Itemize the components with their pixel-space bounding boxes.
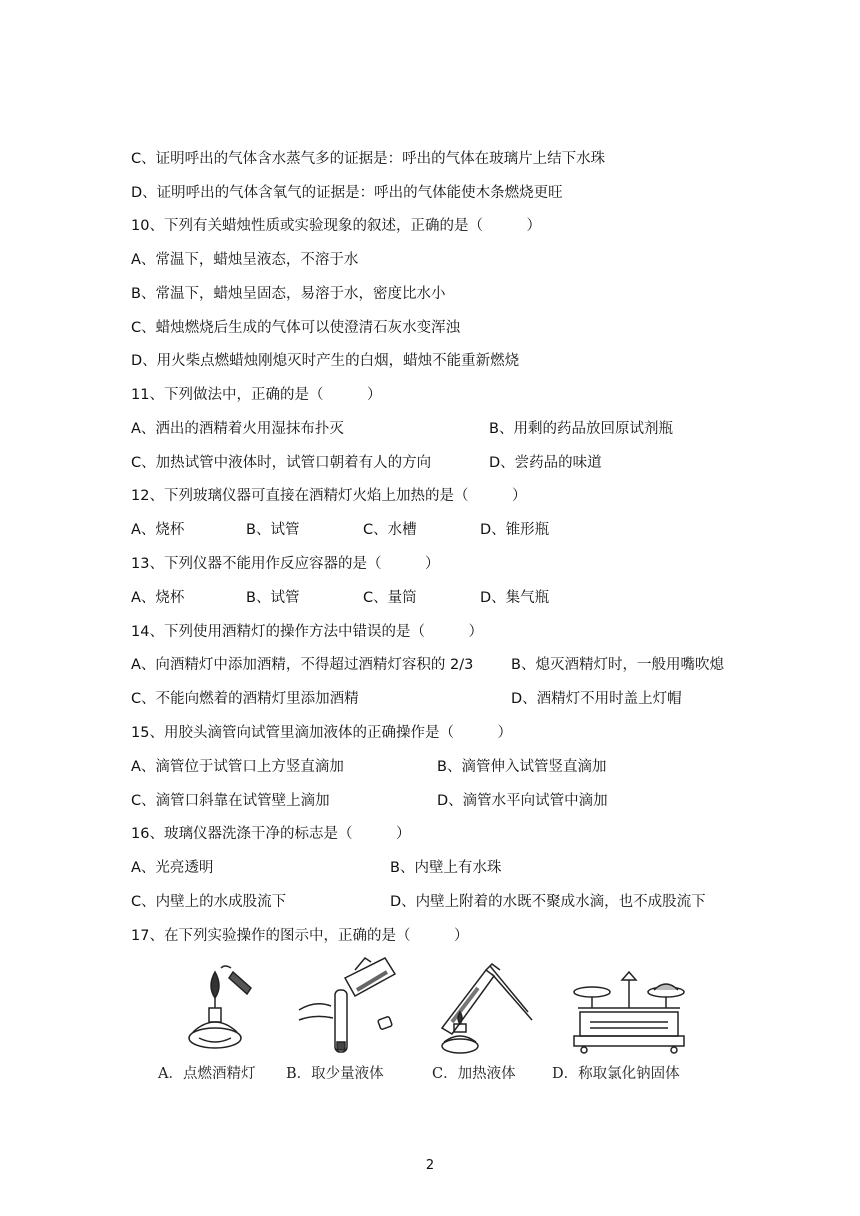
q10-option-c: C、蜡烛燃烧后生成的气体可以使澄清石灰水变浑浊	[131, 320, 461, 336]
q14-option-b: B、熄灭酒精灯时，一般用嘴吹熄	[511, 657, 724, 673]
q13-option-a: A、烧杯	[131, 590, 185, 606]
q16-option-b: B、内壁上有水珠	[390, 860, 502, 876]
experiment-figures	[150, 950, 710, 1090]
q15-options-cd	[131, 792, 731, 810]
q16-options-ab	[131, 859, 731, 877]
q12-option-c: C、水槽	[363, 522, 417, 538]
q14-option-a: A、向酒精灯中添加酒精，不得超过酒精灯容积的 2/3	[131, 657, 474, 673]
question-10: 10、下列有关蜡烛性质或实验现象的叙述，正确的是（ ）	[131, 218, 541, 234]
q11-options-ab	[131, 420, 731, 438]
q15-option-a: A、滴管位于试管口上方竖直滴加	[131, 759, 344, 775]
q12-option-b: B、试管	[246, 522, 300, 538]
question-11: 11、下列做法中，正确的是（ ）	[131, 387, 382, 403]
q11-options-cd	[131, 454, 731, 472]
q13-options	[131, 589, 731, 607]
caption-b: B．取少量液体	[286, 1066, 384, 1082]
q14-options-ab	[131, 656, 731, 674]
q14-option-d: D、酒精灯不用时盖上灯帽	[511, 691, 682, 707]
q12-option-d: D、锥形瓶	[480, 522, 550, 538]
q15-option-b: B、滴管伸入试管竖直滴加	[437, 759, 607, 775]
q14-options-cd	[131, 690, 731, 708]
q11-option-d: D、尝药品的味道	[489, 455, 602, 471]
q13-option-b: B、试管	[246, 590, 300, 606]
question-16: 16、玻璃仪器洗涤干净的标志是（ ）	[131, 826, 411, 842]
q12-options	[131, 521, 731, 539]
q15-option-c: C、滴管口斜靠在试管壁上滴加	[131, 793, 330, 809]
q10-option-d: D、用火柴点燃蜡烛刚熄灭时产生的白烟，蜡烛不能重新燃烧	[131, 353, 520, 369]
q10-option-a: A、常温下，蜡烛呈液态，不溶于水	[131, 252, 359, 268]
q13-option-d: D、集气瓶	[480, 590, 550, 606]
balance-scale-icon	[570, 950, 690, 1060]
line-1: D、证明呼出的气体含氧气的证据是：呼出的气体能使木条燃烧更旺	[131, 185, 563, 201]
q15-option-d: D、滴管水平向试管中滴加	[437, 793, 608, 809]
q16-option-a: A、光亮透明	[131, 860, 214, 876]
question-17: 17、在下列实验操作的图示中，正确的是（ ）	[131, 928, 469, 944]
q11-option-b: B、用剩的药品放回原试剂瓶	[489, 421, 673, 437]
q13-option-c: C、量筒	[363, 590, 417, 606]
question-14: 14、下列使用酒精灯的操作方法中错误的是（ ）	[131, 624, 483, 640]
caption-c: C．加热液体	[432, 1066, 516, 1082]
page-number: 2	[425, 1158, 435, 1173]
pouring-liquid-icon	[295, 950, 405, 1060]
heating-test-tube-icon	[432, 950, 542, 1060]
q10-option-b: B、常温下，蜡烛呈固态，易溶于水，密度比水小	[131, 286, 446, 302]
line-0: C、证明呼出的气体含水蒸气多的证据是：呼出的气体在玻璃片上结下水珠	[131, 151, 606, 167]
q11-option-c: C、加热试管中液体时，试管口朝着有人的方向	[131, 455, 432, 471]
caption-d: D．称取氯化钠固体	[552, 1066, 680, 1082]
q14-option-c: C、不能向燃着的酒精灯里添加酒精	[131, 691, 359, 707]
q12-option-a: A、烧杯	[131, 522, 185, 538]
alcohol-lamp-lighting-icon	[185, 950, 265, 1060]
caption-a: A．点燃酒精灯	[158, 1066, 256, 1082]
question-15: 15、用胶头滴管向试管里滴加液体的正确操作是（ ）	[131, 725, 512, 741]
question-12: 12、下列玻璃仪器可直接在酒精灯火焰上加热的是（ ）	[131, 488, 527, 504]
q11-option-a: A、洒出的酒精着火用湿抹布扑灭	[131, 421, 344, 437]
q16-options-cd	[131, 893, 731, 911]
question-13: 13、下列仪器不能用作反应容器的是（ ）	[131, 556, 440, 572]
q15-options-ab	[131, 758, 731, 776]
q16-option-c: C、内壁上的水成股流下	[131, 894, 287, 910]
q16-option-d: D、内壁上附着的水既不聚成水滴，也不成股流下	[390, 894, 706, 910]
